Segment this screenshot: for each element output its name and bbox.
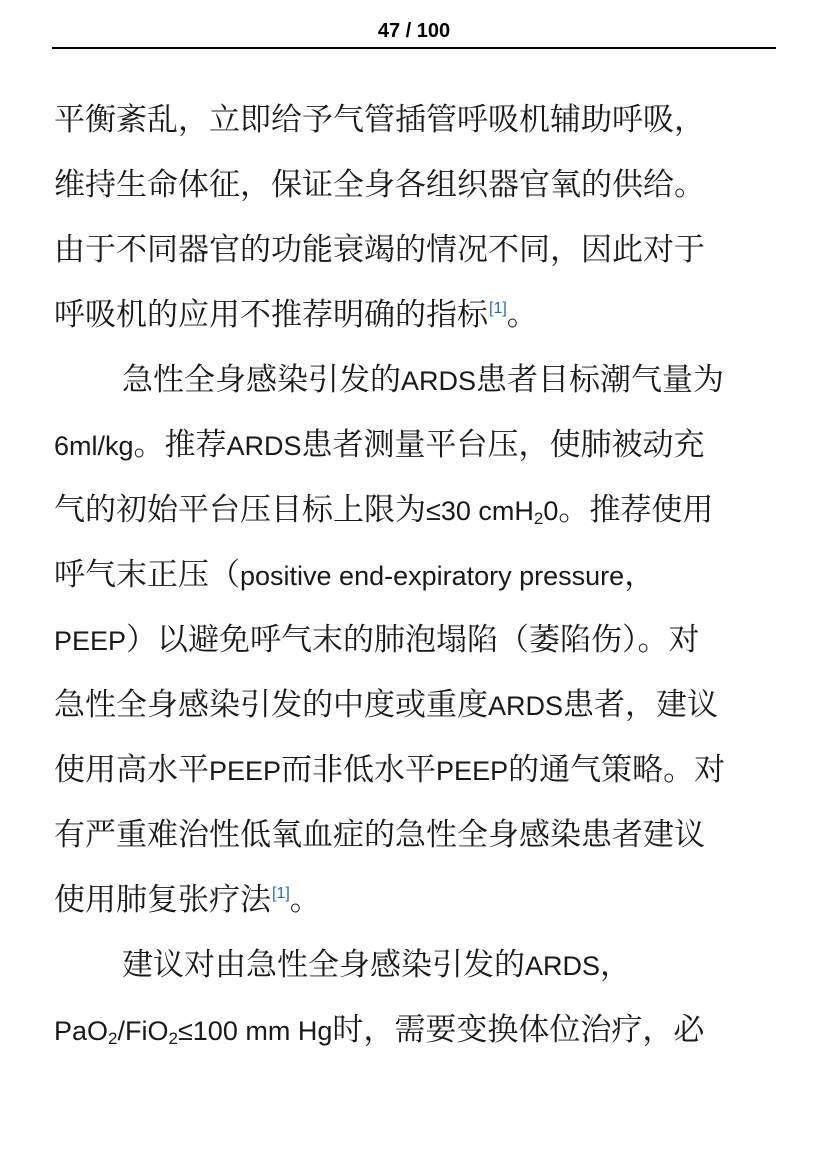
line-text: 使用肺复张疗法 (54, 882, 271, 918)
page-number: 47 / 100 (377, 20, 451, 42)
line-text-latin: ≤100 mm Hg (177, 1016, 333, 1046)
line-text-latin: PEEP (54, 626, 127, 656)
line-text: 的通气策略。对 (508, 752, 726, 788)
text-line-8 (54, 543, 772, 608)
line-text: 时，需要变换体位治疗，必 (332, 1012, 705, 1048)
line-text: 。 (506, 297, 538, 333)
text-line-14 (54, 933, 772, 998)
text-line-5 (54, 348, 772, 413)
text-line-7 (54, 478, 772, 543)
line-text-latin: PaO (54, 1016, 109, 1046)
line-text: 。 (289, 882, 321, 918)
line-text: 呼气末正压（ (54, 557, 240, 593)
line-text: 由于不同器官的功能衰竭的情况不同，因此对于 (54, 232, 705, 268)
text-line-4 (54, 283, 772, 348)
text-line-13 (54, 868, 772, 933)
line-text-latin: 6ml/kg (54, 431, 134, 461)
line-text: 。推荐使用 (558, 492, 714, 528)
line-text: 患者测量平台压，使肺被动充 (301, 427, 705, 463)
text-line-6 (54, 413, 772, 478)
line-text: ）以避免呼气末的肺泡塌陷（萎陷伤）。对 (126, 622, 700, 658)
line-text: 患者目标潮气量为 (476, 362, 725, 398)
citation-link[interactable]: [1] (272, 885, 290, 902)
text-line-3 (54, 218, 772, 283)
line-text: 急性全身感染引发的 (122, 362, 401, 398)
line-text-latin: PEEP (436, 756, 509, 786)
line-text: 患者，建议 (563, 687, 719, 723)
text-line-2 (54, 153, 772, 218)
line-text: 急性全身感染引发的中度或重度 (54, 687, 488, 723)
line-text: ， (624, 557, 656, 593)
line-text-latin: ARDS (401, 366, 477, 396)
text-line-15 (54, 998, 772, 1063)
line-text-latin: /FiO (117, 1016, 169, 1046)
line-text-latin: ARDS (488, 691, 564, 721)
line-text: 气的初始平台压目标上限为 (54, 492, 426, 528)
line-text-latin: ARDS (226, 431, 302, 461)
page-header (52, 0, 776, 49)
line-text: 建议对由急性全身感染引发的 (122, 947, 525, 983)
line-text: ， (600, 947, 632, 983)
line-text: 。推荐 (133, 427, 227, 463)
line-text-latin: PEEP (209, 756, 282, 786)
text-line-1 (54, 88, 772, 153)
line-text-latin: ARDS (525, 951, 601, 981)
subscript: 2 (533, 509, 544, 528)
line-text-latin: 0 (543, 496, 559, 526)
line-text-latin: ≤30 cmH (426, 496, 534, 526)
line-text: 呼吸机的应用不推荐明确的指标 (54, 297, 488, 333)
text-line-11 (54, 738, 772, 803)
line-text-latin: positive end-expiratory pressure (240, 561, 625, 591)
subscript: 2 (168, 1029, 178, 1048)
line-text: 维持生命体征，保证全身各组织器官氧的供给。 (54, 167, 705, 203)
citation-link[interactable]: [1] (489, 300, 507, 317)
text-line-10 (54, 673, 772, 738)
document-body (54, 88, 772, 1063)
text-line-9 (54, 608, 772, 673)
line-text: 有严重难治性低氧血症的急性全身感染患者建议 (54, 817, 705, 853)
line-text: 平衡紊乱，立即给予气管插管呼吸机辅助呼吸， (54, 102, 705, 138)
subscript: 2 (108, 1029, 118, 1048)
line-text: 而非低水平 (281, 752, 437, 788)
text-line-12 (54, 803, 772, 868)
line-text: 使用高水平 (54, 752, 209, 788)
